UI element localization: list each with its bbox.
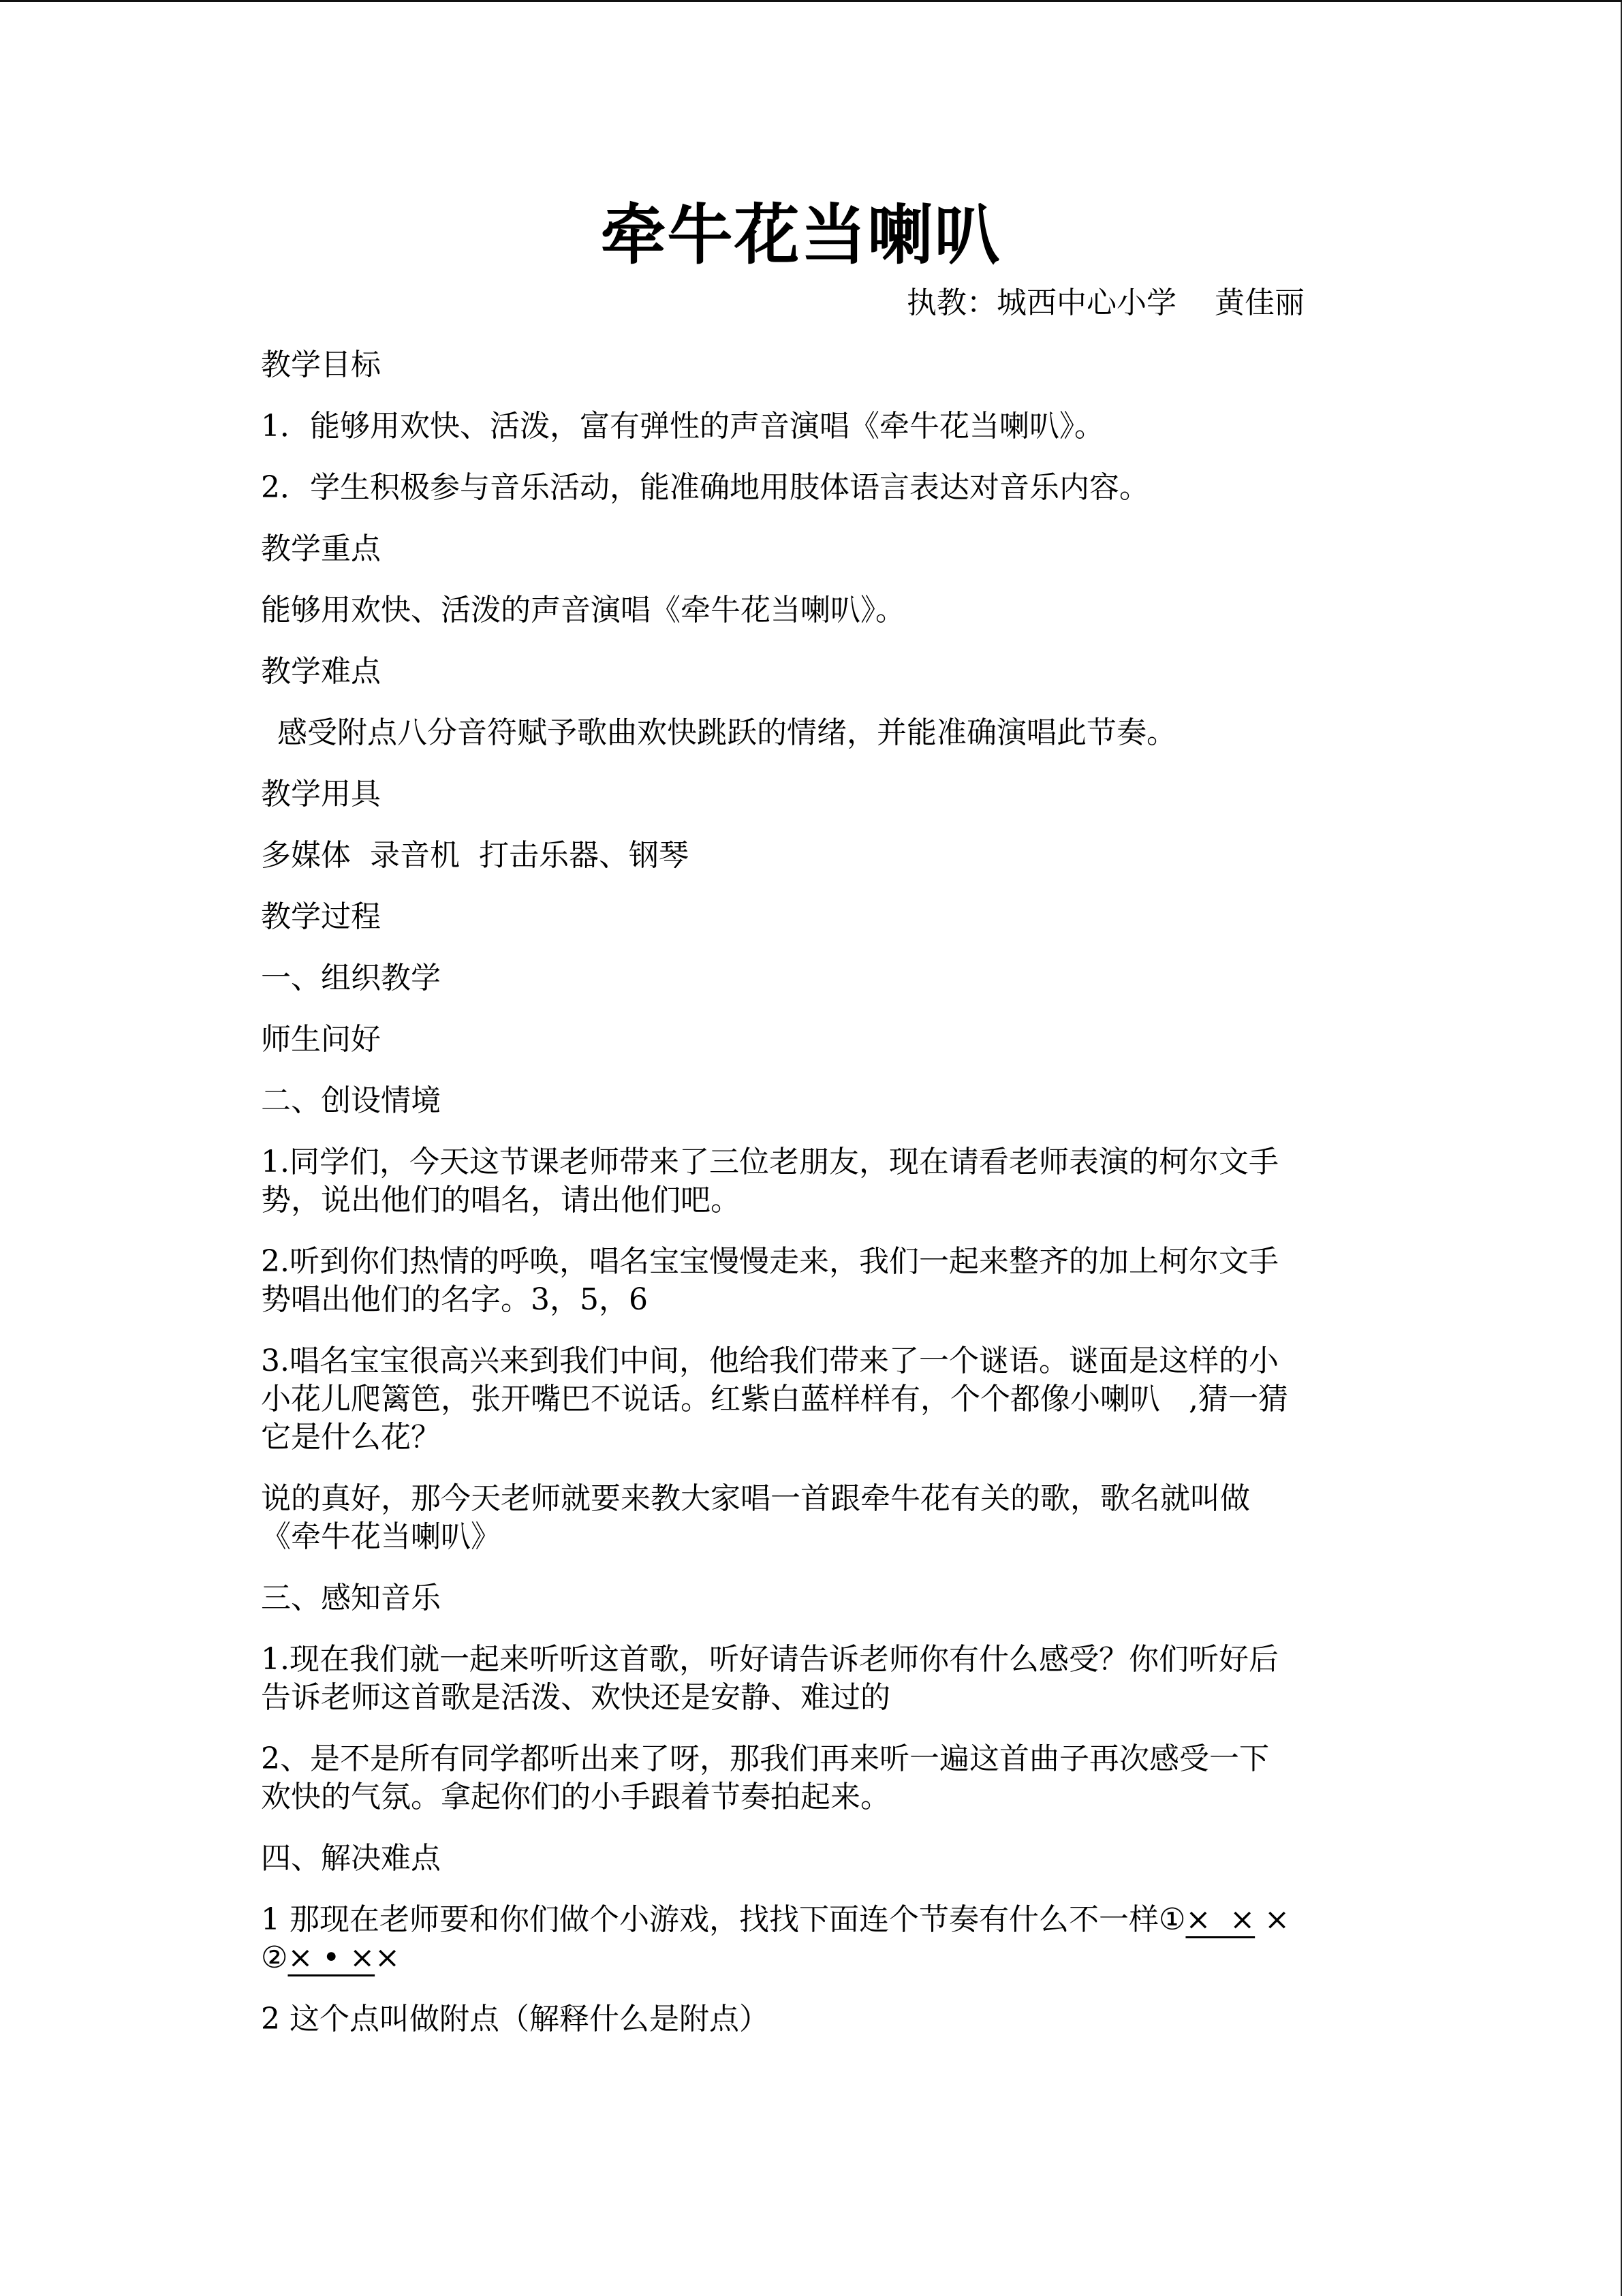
text-line: 《牵牛花当喇叭》 [261, 1519, 501, 1554]
heading-key-points: 教学重点 [261, 531, 381, 566]
heading-step-4: 四、解决难点 [261, 1841, 441, 1876]
difficulty-text: 感受附点八分音符赋予歌曲欢快跳跃的情绪，并能准确演唱此节奏。 [277, 715, 1176, 750]
rhythm-compare-para [261, 1901, 1378, 1977]
document-body [261, 346, 1378, 2038]
heading-teaching-goals: 教学目标 [261, 347, 381, 382]
heading-teaching-process: 教学过程 [261, 899, 381, 934]
step-2-para-3 [261, 1342, 1378, 1457]
text-line: 1.同学们，今天这节课老师带来了三位老朋友，现在请看老师表演的柯尔文手 [261, 1145, 1279, 1179]
goal-item-1: 1．能够用欢快、活泼，富有弹性的声音演唱《牵牛花当喇叭》。 [261, 409, 1104, 444]
heading-difficulties: 教学难点 [261, 654, 381, 689]
document-title: 牵牛花当喇叭 [600, 197, 1001, 273]
author-line: 执教：城西中心小学 黄佳丽 [907, 285, 1305, 320]
heading-step-3: 三、感知音乐 [261, 1581, 441, 1615]
circled-two-marker: ② [261, 1940, 288, 1975]
text-line: 它是什么花？ [261, 1420, 441, 1455]
heading-step-2: 二、创设情境 [261, 1083, 441, 1118]
circled-one-marker: ① [1158, 1902, 1186, 1937]
text-line: 2.听到你们热情的呼唤，唱名宝宝慢慢走来，我们一起来整齐的加上柯尔文手 [261, 1244, 1279, 1279]
text-line: 告诉老师这首歌是活泼、欢快还是安静、难过的 [261, 1680, 890, 1715]
rhythm-1-note: × [1255, 1902, 1290, 1937]
teaching-tools-text: 多媒体 录音机 打击乐器、钢琴 [261, 838, 689, 873]
step-2-para-1 [261, 1143, 1378, 1220]
text-line: 势，说出他们的唱名，请出他们吧。 [261, 1183, 740, 1217]
goal-item-2: 2．学生积极参与音乐活动，能准确地用肢体语言表达对音乐内容。 [261, 470, 1149, 505]
step-2-para-2 [261, 1243, 1378, 1319]
rhythm-2-note: × [375, 1940, 400, 1975]
dotted-note-explanation: 2 这个点叫做附点（解释什么是附点） [261, 2002, 769, 2036]
text-line: 欢快的气氛。拿起你们的小手跟着节奏拍起来。 [261, 1780, 890, 1814]
heading-teaching-tools: 教学用具 [261, 777, 381, 811]
step-2-para-4 [261, 1480, 1378, 1556]
text-line: 2、是不是所有同学都听出来了呀，那我们再来听一遍这首曲子再次感受一下 [261, 1741, 1269, 1776]
rhythm-line-2 [261, 1939, 1378, 1977]
step-3-para-2 [261, 1740, 1378, 1816]
key-point-text: 能够用欢快、活泼的声音演唱《牵牛花当喇叭》。 [261, 593, 905, 627]
step-1-text: 师生问好 [261, 1022, 381, 1057]
step-3-para-1 [261, 1641, 1378, 1717]
rhythm-1-underlined-notes: × × [1185, 1902, 1256, 1937]
text-line: 势唱出他们的名字。3，5，6 [261, 1282, 648, 1317]
rhythm-line-1 [261, 1901, 1378, 1939]
text-line: 3.唱名宝宝很高兴来到我们中间，他给我们带来了一个谜语。谜面是这样的小 [261, 1344, 1279, 1378]
rhythm-2-underlined-dotted-notes: × • × [287, 1940, 375, 1975]
heading-step-1: 一、组织教学 [261, 961, 441, 995]
text-line: 小花儿爬篱笆，张开嘴巴不说话。红紫白蓝样样有，个个都像小喇叭 ,猜一猜 [261, 1382, 1288, 1416]
text-line: 1.现在我们就一起来听听这首歌，听好请告诉老师你有什么感受？你们听好后 [261, 1642, 1279, 1677]
text-line: 说的真好，那今天老师就要来教大家唱一首跟牵牛花有关的歌，歌名就叫做 [261, 1481, 1250, 1516]
rhythm-intro-text: 1 那现在老师要和你们做个小游戏，找找下面连个节奏有什么不一样 [261, 1902, 1159, 1937]
